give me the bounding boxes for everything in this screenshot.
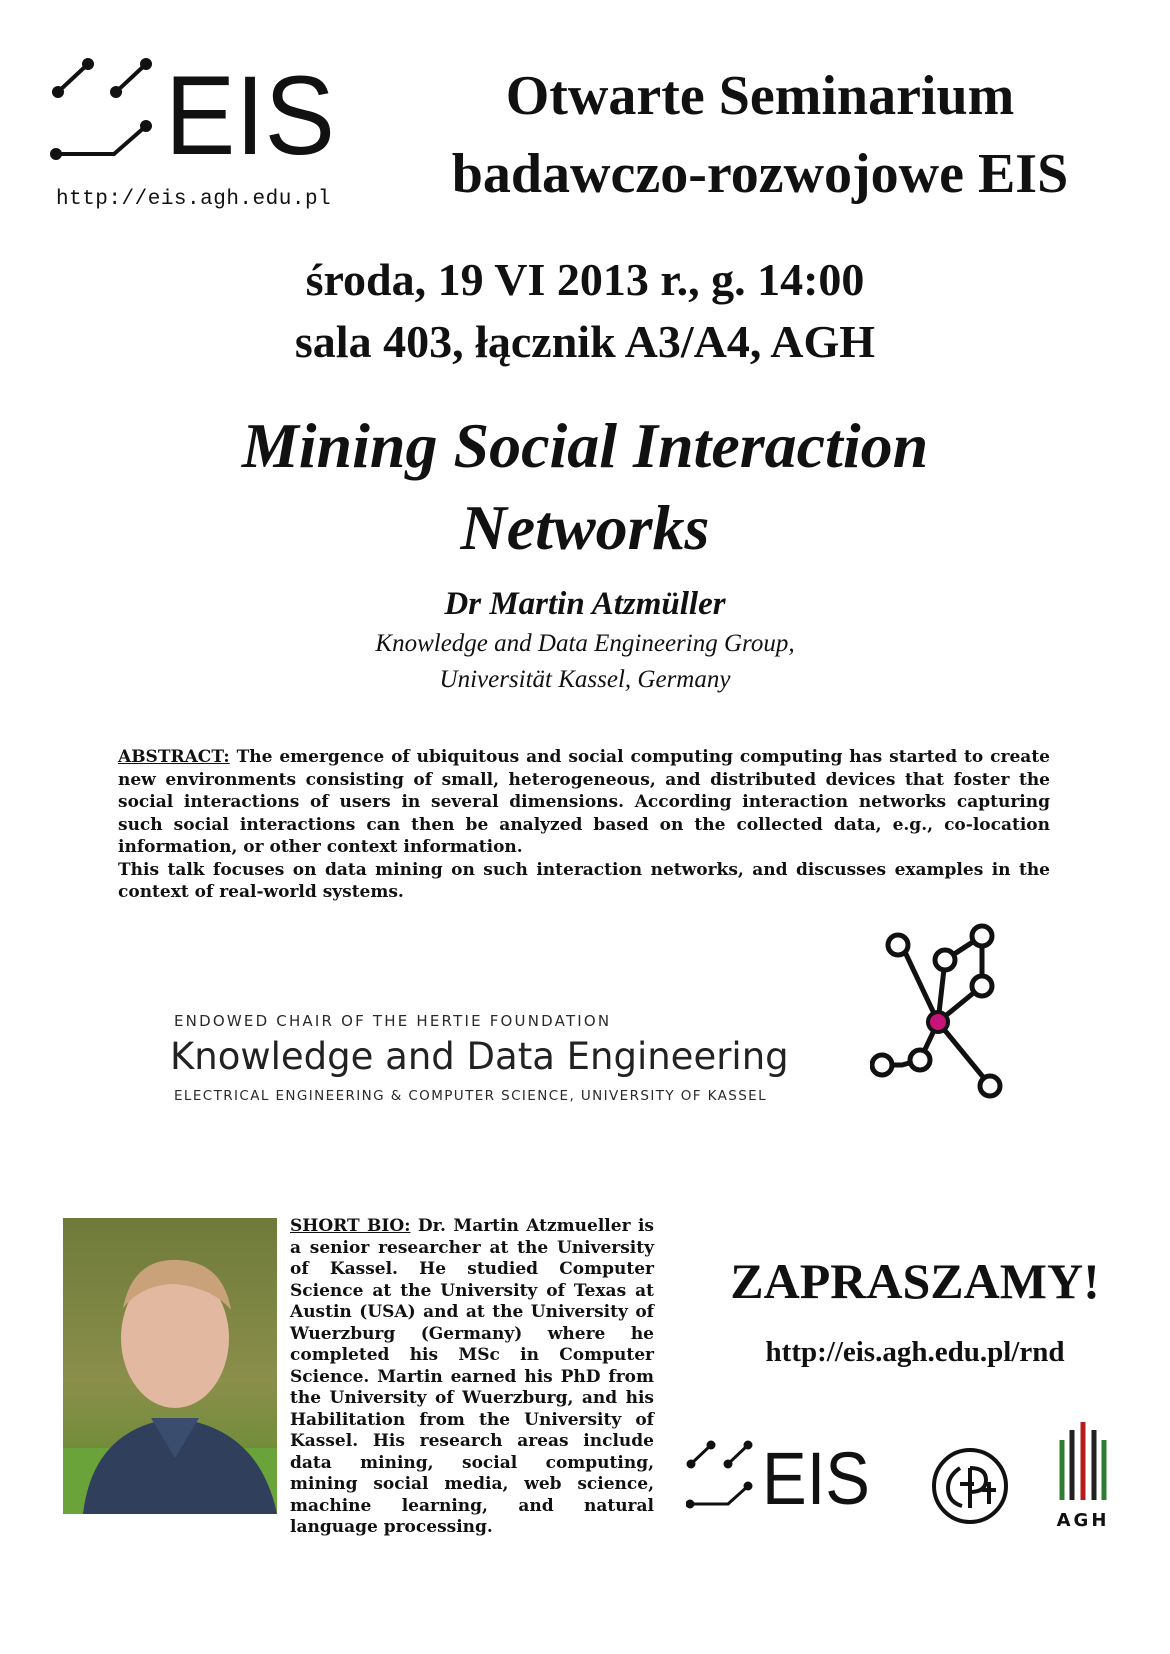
bio-label: SHORT BIO: (290, 1216, 411, 1236)
eis-logo (50, 56, 340, 166)
talk-title-line-2: Networks (460, 492, 710, 563)
abstract-label: ABSTRACT: (118, 747, 230, 767)
talk-title-line-1: Mining Social Interaction (241, 410, 929, 481)
speaker-photo (63, 1218, 277, 1514)
short-bio (290, 1216, 654, 1539)
eis-logo-text: EIS (165, 56, 335, 166)
seminar-title-line-1: Otwarte Seminarium (505, 65, 1015, 127)
event-date-time: środa, 19 VI 2013 r., g. 14:00 (305, 254, 865, 305)
seminar-title-line-2: badawczo-rozwojowe EIS (451, 143, 1069, 205)
eis-url[interactable]: http://eis.agh.edu.pl (56, 188, 332, 211)
abstract-text-1: The emergence of ubiquitous and social computing computing has started to create new environments consisting of small, heterogeneous, and distributed devices that foster the social interactions of users in several dimensions. According interaction networks capturing such social interactions can then be analyzed based on the collected data, e.g., co-location information, or other context information. (118, 747, 1050, 857)
kde-endowed-text: ENDOWED CHAIR OF THE HERTIE FOUNDATION (174, 1012, 612, 1030)
abstract (118, 746, 1050, 904)
agh-logo-icon (1052, 1420, 1114, 1532)
kde-name: Knowledge and Data Engineering (170, 1035, 789, 1078)
ept-logo-icon (930, 1446, 1010, 1526)
abstract-paragraph-2: This talk focuses on data mining on such interaction networks, and discusses examples in the context of real-world systems. (118, 859, 1050, 902)
bio-text: Dr. Martin Atzmueller is a senior researcher at the University of Kassel. He studied Computer Science at the University of Texas at Austin (USA) and at the University of Wuerzburg (Germany) where he completed his MSc in Computer Science. Martin earned his PhD from the University of Wuerzburg, and his Habilitation from the University of Kassel. His research areas include data mining, social computing, mining social media, web science, machine learning, and natural language processing. (290, 1216, 654, 1537)
speaker-affiliation-1: Knowledge and Data Engineering Group, (375, 630, 795, 657)
eis-logo-small-text: EIS (762, 1440, 870, 1512)
agh-logo-text: AGH (1056, 1510, 1110, 1531)
speaker-name: Dr Martin Atzmüller (444, 586, 726, 622)
abstract-paragraph-1 (118, 746, 1050, 859)
speaker-affiliation-2: Universität Kassel, Germany (439, 666, 731, 693)
network-graph-icon (870, 920, 1020, 1110)
invite-text: ZAPRASZAMY! (730, 1253, 1100, 1309)
kde-banner (170, 920, 1020, 1110)
kde-faculty-text: ELECTRICAL ENGINEERING & COMPUTER SCIENCE, UNIVERSITY OF KASSEL (174, 1088, 768, 1104)
network-hub-node (928, 1012, 948, 1032)
eis-logo-small (686, 1440, 876, 1512)
rnd-url[interactable]: http://eis.agh.edu.pl/rnd (765, 1336, 1065, 1368)
event-location: sala 403, łącznik A3/A4, AGH (294, 316, 876, 367)
